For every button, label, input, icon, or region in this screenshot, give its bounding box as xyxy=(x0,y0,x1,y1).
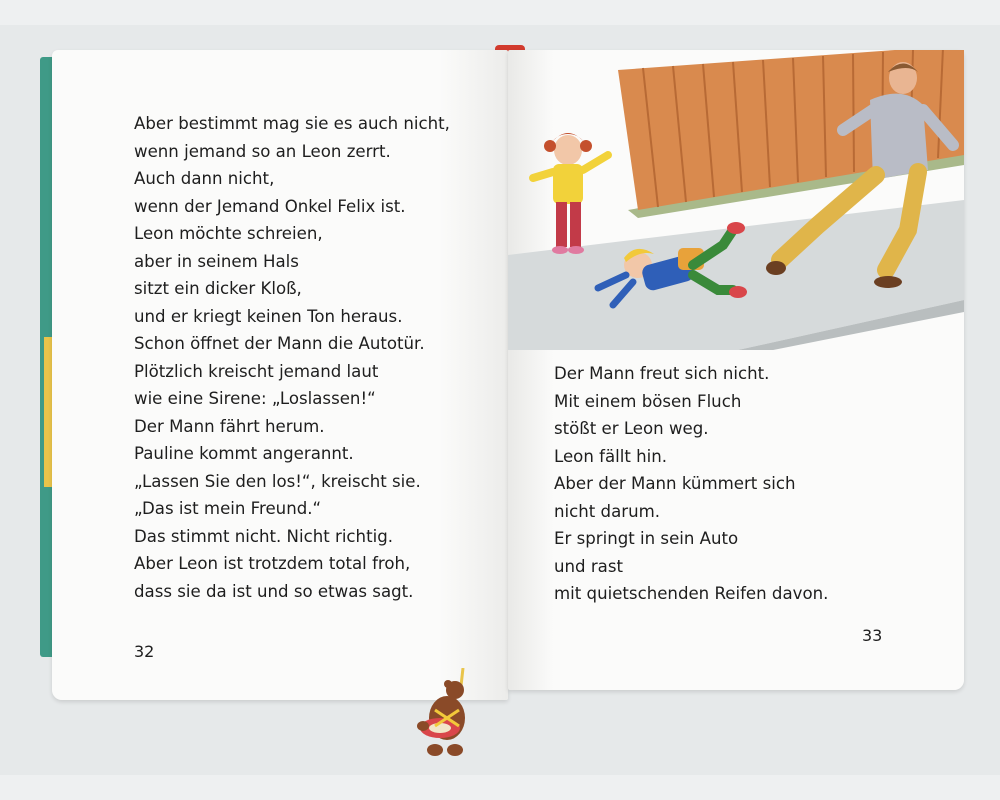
text-line: Schon öffnet der Mann die Autotür. xyxy=(134,334,425,353)
text-line: Aber Leon ist trotzdem total froh, xyxy=(134,554,411,573)
text-line: wenn jemand so an Leon zerrt. xyxy=(134,141,391,161)
text-line: wenn der Jemand Onkel Felix ist. xyxy=(134,196,406,216)
text-line: Der Mann freut sich nicht. xyxy=(554,364,770,383)
text-line: Pauline kommt angerannt. xyxy=(134,444,354,463)
text-line: mit quietschenden Reifen davon. xyxy=(554,584,829,603)
girl-figure xyxy=(533,133,608,254)
page-number-left: 32 xyxy=(134,642,155,661)
page-number-right: 33 xyxy=(862,626,883,645)
text-line: „Das ist mein Freund.“ xyxy=(134,499,322,518)
text-line: Leon möchte schreien, xyxy=(134,224,323,243)
open-book xyxy=(40,45,970,705)
text-line: und er kriegt keinen Ton heraus. xyxy=(134,306,403,326)
bear-bookmark-charm xyxy=(405,668,475,763)
text-line: Leon fällt hin. xyxy=(554,446,668,466)
text-line: sitzt ein dicker Kloß, xyxy=(134,279,302,298)
text-line: „Lassen Sie den los!“, kreischt sie. xyxy=(134,471,421,491)
right-page-text xyxy=(554,360,914,608)
text-line: Der Mann fährt herum. xyxy=(134,416,325,436)
text-line: und rast xyxy=(554,556,623,576)
text-line: Mit einem bösen Fluch xyxy=(554,391,742,411)
text-line: wie eine Sirene: „Loslassen!“ xyxy=(134,389,376,408)
left-page xyxy=(52,50,508,700)
text-line: Aber der Mann kümmert sich xyxy=(554,474,796,493)
text-line: Auch dann nicht, xyxy=(134,169,275,188)
left-page-text xyxy=(134,110,474,605)
story-illustration xyxy=(508,50,964,350)
text-line: Er springt in sein Auto xyxy=(554,529,739,548)
text-line: Das stimmt nicht. Nicht richtig. xyxy=(134,526,394,546)
text-line: stößt er Leon weg. xyxy=(554,419,709,438)
text-line: Aber bestimmt mag sie es auch nicht, xyxy=(134,114,450,133)
right-page xyxy=(508,50,964,690)
text-line: dass sie da ist und so etwas sagt. xyxy=(134,581,414,601)
text-line: nicht darum. xyxy=(554,501,661,521)
text-line: aber in seinem Hals xyxy=(134,251,299,271)
text-line: Plötzlich kreischt jemand laut xyxy=(134,361,379,381)
